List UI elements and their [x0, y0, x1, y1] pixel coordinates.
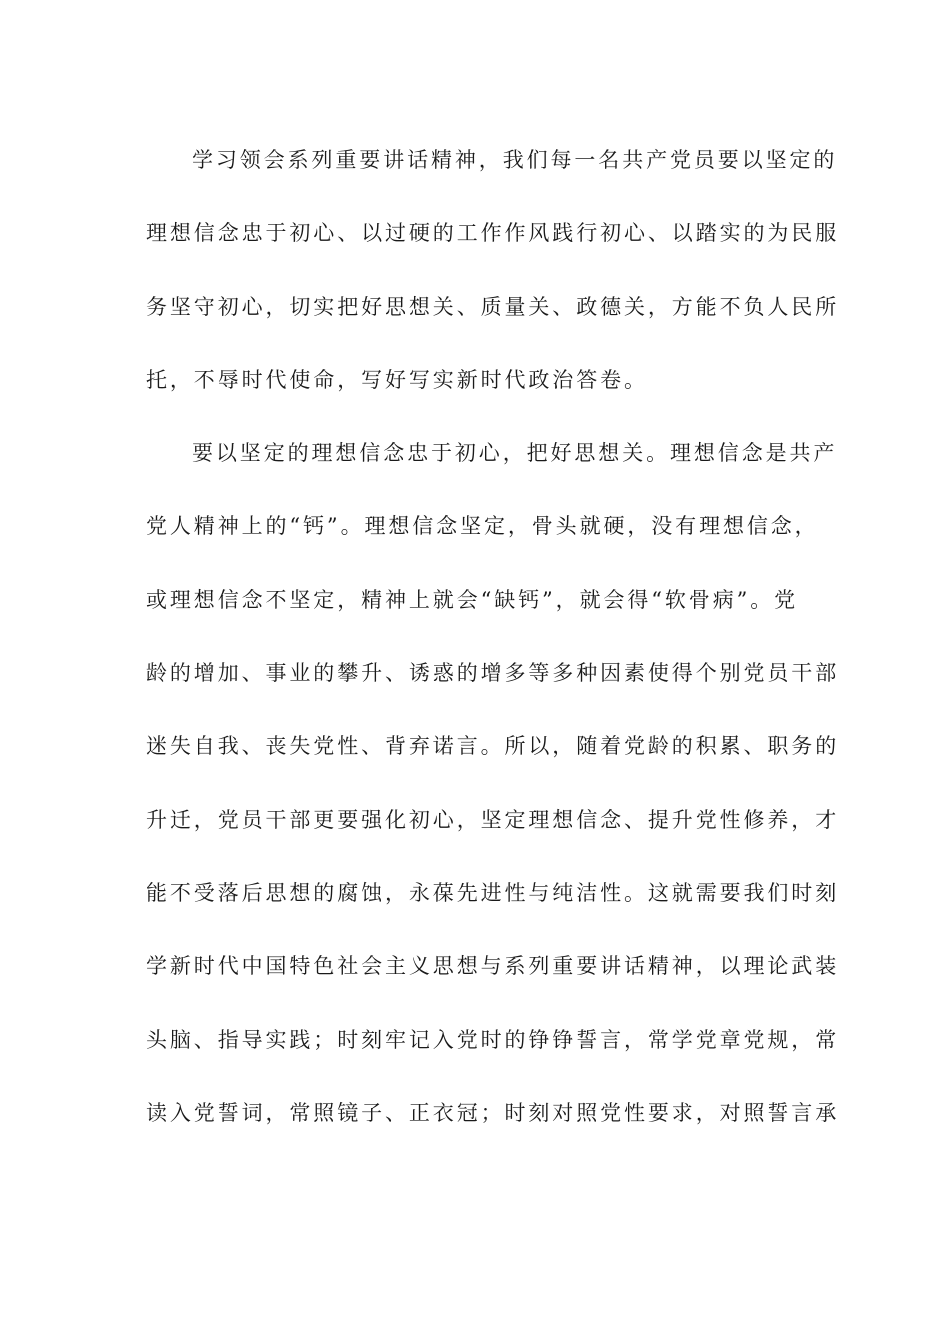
text-line: 能不受落后思想的腐蚀，永葆先进性与纯洁性。这就需要我们时刻: [146, 880, 840, 905]
text-line: 升迁，党员干部更要强化初心，坚定理想信念、提升党性修养，才: [146, 807, 840, 832]
text-line: 学新时代中国特色社会主义思想与系列重要讲话精神，以理论武装: [146, 954, 840, 979]
text-line: 要以坚定的理想信念忠于初心，把好思想关。理想信念是共产: [192, 441, 838, 466]
text-line: 迷失自我、丧失党性、背弃诺言。所以，随着党龄的积累、职务的: [146, 734, 840, 759]
text-line: 头脑、指导实践；时刻牢记入党时的铮铮誓言，常学党章党规，常: [146, 1027, 840, 1052]
text-line: 党人精神上的“钙”。理想信念坚定，骨头就硬，没有理想信念，: [146, 514, 819, 539]
document-body: [146, 124, 840, 1150]
text-line: 务坚守初心，切实把好思想关、质量关、政德关，方能不负人民所: [146, 294, 840, 319]
paragraph-2: [146, 417, 840, 1150]
paragraph-1: [146, 124, 840, 417]
text-line: 或理想信念不坚定，精神上就会“缺钙”，就会得“软骨病”。党: [146, 587, 799, 612]
text-line: 龄的增加、事业的攀升、诱惑的增多等多种因素使得个别党员干部: [146, 661, 840, 686]
text-line: 学习领会系列重要讲话精神，我们每一名共产党员要以坚定的: [192, 148, 838, 172]
text-line: 理想信念忠于初心、以过硬的工作作风践行初心、以踏实的为民服: [146, 221, 840, 246]
text-line: 托，不辱时代使命，写好写实新时代政治答卷。: [146, 367, 648, 392]
text-line: 读入党誓词，常照镜子、正衣冠；时刻对照党性要求，对照誓言承: [146, 1100, 840, 1125]
